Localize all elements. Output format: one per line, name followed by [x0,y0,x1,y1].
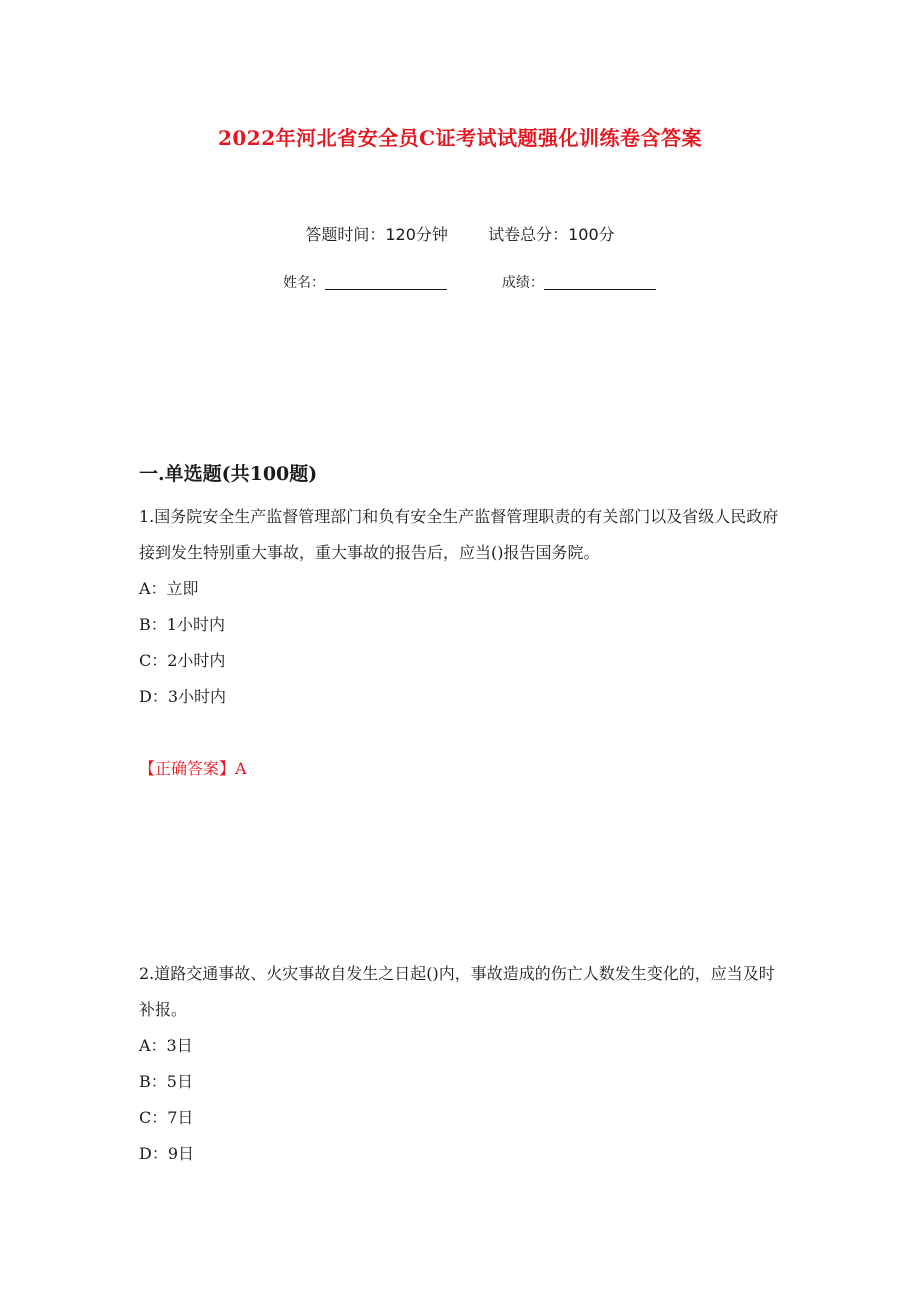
section-heading: 一.单选题(共100题) [139,463,318,485]
option-d: D：9日 [139,1144,195,1163]
option-b: B：5日 [139,1072,193,1091]
grade-label: 成绩： [501,275,544,291]
total-score: 试卷总分：100分 [488,225,615,244]
student-fields [283,272,656,292]
name-blank-line [325,275,447,290]
option-c: C：7日 [139,1108,194,1127]
option-c: C：2小时内 [139,651,226,670]
question-2 [139,956,789,1172]
option-b: B：1小时内 [139,615,225,634]
correct-answer: 【正确答案】A [139,759,247,778]
exam-time: 答题时间：120分钟 [305,225,448,244]
grade-blank-line [544,275,656,290]
name-label: 姓名： [283,275,325,291]
document-title: 2022年河北省安全员C证考试试题强化训练卷含答案 [217,126,703,150]
exam-meta [0,222,920,245]
option-d: D：3小时内 [139,687,227,706]
question-1 [139,499,789,715]
option-a: A：3日 [139,1036,193,1055]
question-stem: 2.道路交通事故、火灾事故自发生之日起()内，事故造成的伤亡人数发生变化的，应当及时补报。 [139,964,775,1019]
option-a: A：立即 [139,579,199,598]
question-stem: 1.国务院安全生产监督管理部门和负有安全生产监督管理职责的有关部门以及省级人民政府接到发生特别重大事故，重大事故的报告后，应当()报告国务院。 [139,507,779,562]
